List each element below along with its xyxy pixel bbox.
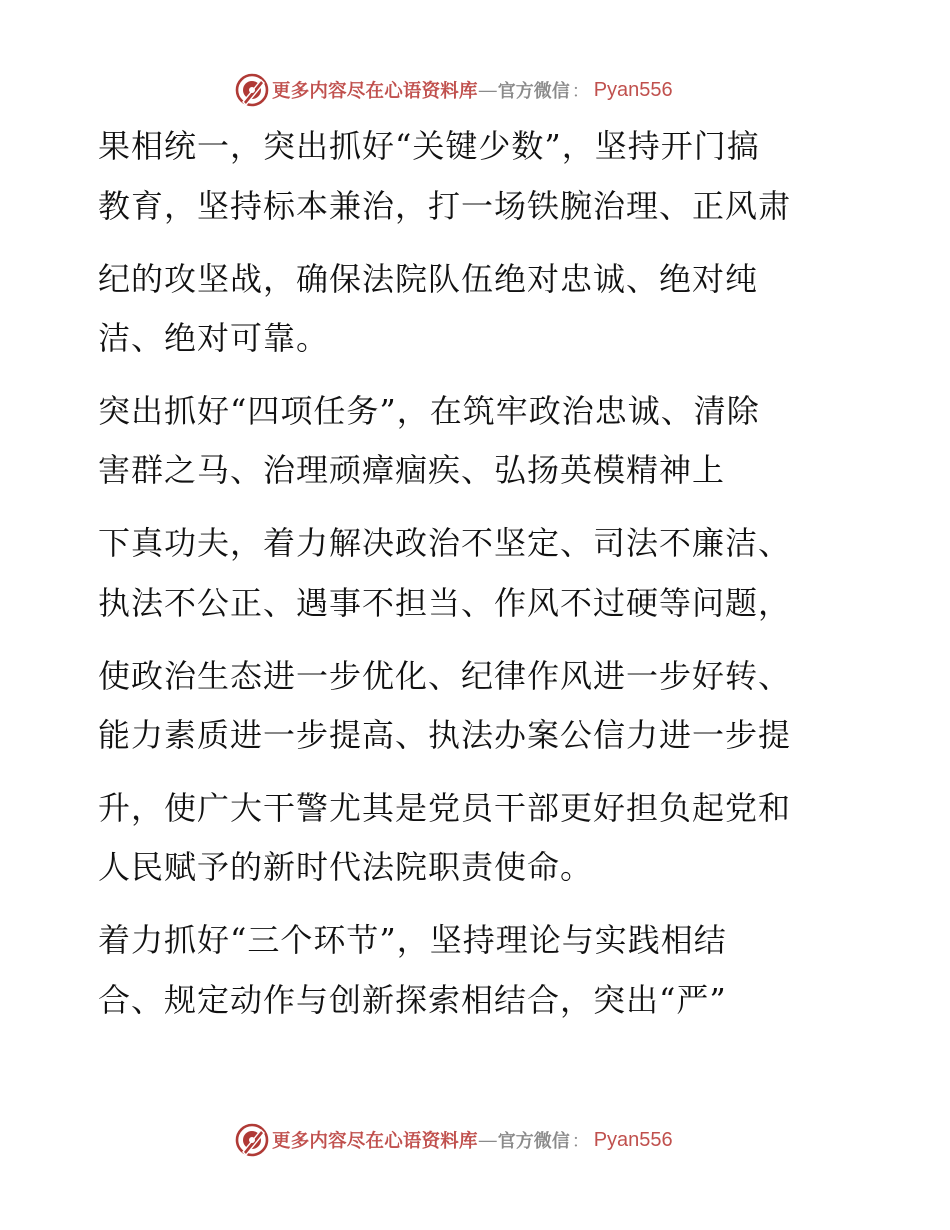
body-line-13: 着力抓好“三个环节”，坚持理论与实践相结 [98, 921, 727, 959]
banner-site-name: 更多内容尽在心语资料库 [272, 81, 478, 102]
banner-dash: — [478, 79, 497, 100]
body-line-14: 合、规定动作与创新探索相结合，突出“严” [98, 981, 727, 1019]
body-line-9: 使政治生态进一步优化、纪律作风进一步好转、 [98, 657, 792, 695]
footer-site-name: 更多内容尽在心语资料库 [272, 1131, 478, 1152]
footer-banner [0, 1118, 950, 1162]
body-line-11: 升，使广大干警尤其是党员干部更好担负起党和 [98, 789, 792, 827]
body-line-2: 教育，坚持标本兼治，打一场铁腕治理、正风肃 [98, 187, 792, 225]
body-line-10: 能力素质进一步提高、执法办案公信力进一步提 [98, 716, 792, 754]
footer-wechat-label: 官方微信 [497, 1131, 570, 1152]
pen-logo-icon [234, 72, 270, 108]
banner-wechat-label: 官方微信 [497, 81, 570, 102]
body-line-12: 人民赋予的新时代法院职责使命。 [98, 848, 594, 886]
body-line-3: 纪的攻坚战，确保法院队伍绝对忠诚、绝对纯 [98, 260, 759, 298]
body-line-8: 执法不公正、遇事不担当、作风不过硬等问题， [98, 584, 792, 622]
banner-colon: ： [571, 81, 590, 101]
body-line-6: 害群之马、治理顽瘴痼疾、弘扬英模精神上 [98, 451, 726, 489]
footer-dash: — [478, 1129, 497, 1150]
footer-banner-content [234, 1118, 673, 1162]
header-banner [0, 68, 950, 112]
body-line-1: 果相统一，突出抓好“关键少数”，坚持开门搞 [98, 127, 760, 165]
body-line-7: 下真功夫，着力解决政治不坚定、司法不廉洁、 [98, 524, 792, 562]
footer-wechat-id: Pyan556 [593, 1128, 673, 1151]
body-line-5: 突出抓好“四项任务”，在筑牢政治忠诚、清除 [98, 392, 760, 430]
banner-wechat-id: Pyan556 [593, 78, 673, 101]
pen-logo-icon [234, 1122, 270, 1158]
banner-content [234, 68, 673, 112]
footer-colon: ： [571, 1131, 590, 1151]
body-line-4: 洁、绝对可靠。 [98, 319, 330, 357]
